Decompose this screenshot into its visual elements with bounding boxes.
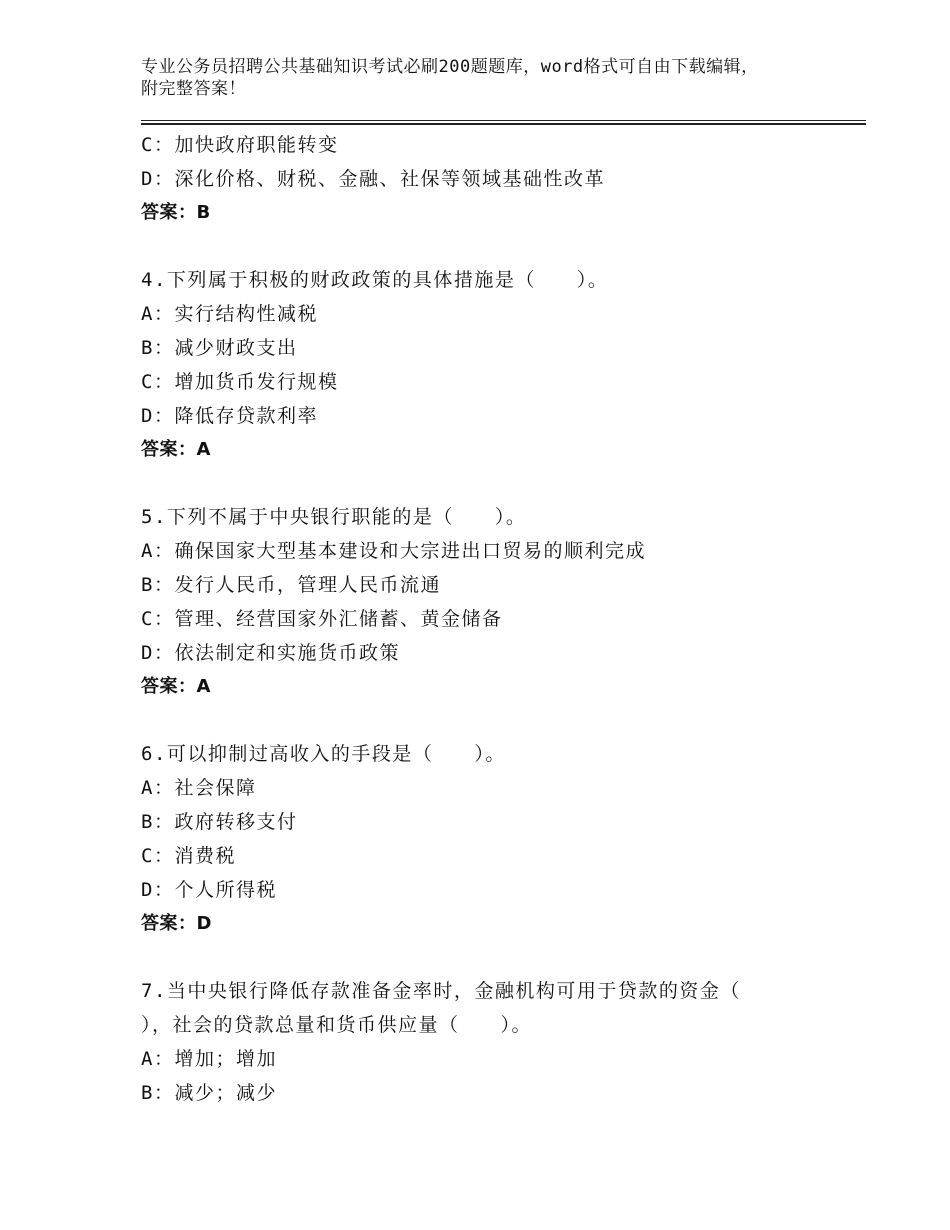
question-stem: 6.可以抑制过高收入的手段是（ ）。 [141, 743, 506, 765]
answer: 答案：D [141, 913, 212, 934]
document-body [141, 128, 841, 1110]
option-c: C：加快政府职能转变 [141, 134, 339, 156]
question-7 [141, 974, 841, 1110]
option-b: B：政府转移支付 [141, 811, 298, 833]
option-a: A：确保国家大型基本建设和大宗进出口贸易的顺利完成 [141, 540, 646, 562]
question-4 [141, 263, 841, 467]
page-header [141, 56, 841, 100]
option-c: C：增加货币发行规模 [141, 371, 339, 393]
option-b: B：减少；减少 [141, 1082, 277, 1104]
option-d: D：深化价格、财税、金融、社保等领域基础性改革 [141, 168, 605, 190]
question-stem-line-1: 7.当中央银行降低存款准备金率时，金融机构可用于贷款的资金（ [141, 980, 741, 1002]
answer: 答案：A [141, 676, 211, 697]
option-c: C：管理、经营国家外汇储蓄、黄金储备 [141, 608, 503, 630]
option-d: D：依法制定和实施货币政策 [141, 642, 400, 664]
option-a: A：社会保障 [141, 777, 257, 799]
option-b: B：发行人民币，管理人民币流通 [141, 574, 441, 596]
header-line-1: 专业公务员招聘公共基础知识考试必刷200题题库，word格式可自由下载编辑， [141, 57, 759, 77]
question-5 [141, 500, 841, 704]
option-c: C：消费税 [141, 845, 236, 867]
option-d: D：个人所得税 [141, 879, 277, 901]
question-stem-line-2: ），社会的贷款总量和货币供应量（ ）。 [141, 1014, 533, 1036]
question-3-continuation [141, 128, 841, 230]
option-b: B：减少财政支出 [141, 337, 298, 359]
option-a: A：实行结构性减税 [141, 303, 318, 325]
header-divider [141, 120, 866, 125]
option-d: D：降低存贷款利率 [141, 405, 318, 427]
question-stem: 4.下列属于积极的财政政策的具体措施是（ ）。 [141, 269, 609, 291]
question-6 [141, 737, 841, 941]
question-stem: 5.下列不属于中央银行职能的是（ ）。 [141, 506, 527, 528]
option-a: A：增加；增加 [141, 1048, 277, 1070]
answer: 答案：B [141, 202, 211, 223]
answer: 答案：A [141, 439, 211, 460]
header-line-2: 附完整答案！ [141, 79, 246, 99]
